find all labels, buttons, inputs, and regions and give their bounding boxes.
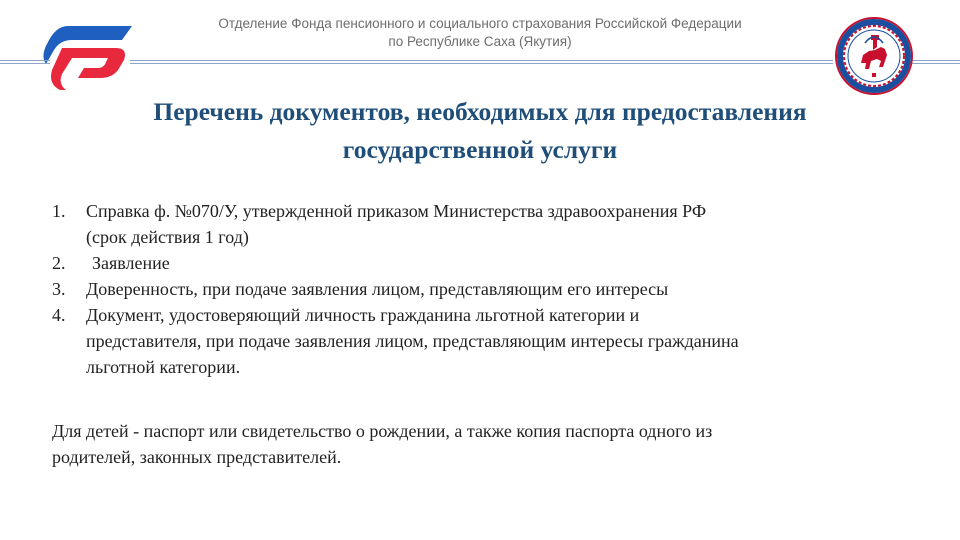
children-note-line2: родителей, законных представителей.: [52, 447, 342, 467]
header-rule-right: [912, 60, 960, 66]
list-item-text: Документ, удостоверяющий личность гражданина льготной категории и: [86, 305, 640, 325]
list-item-number: 4.: [52, 305, 66, 325]
header-rule: [130, 60, 833, 66]
list-item-text: Заявление: [92, 253, 170, 273]
organization-header: [180, 15, 780, 51]
children-note-line1: Для детей - паспорт или свидетельство о рождении, а также копия паспорта одного из: [52, 421, 713, 441]
list-item-text: (срок действия 1 год): [86, 227, 249, 247]
list-item: [52, 276, 932, 302]
list-item-text: льготной категории.: [86, 357, 241, 377]
list-item: [52, 250, 932, 276]
children-note: [52, 418, 932, 470]
list-item-number: 2.: [52, 253, 66, 273]
organization-name-line2: по Республике Саха (Якутия): [388, 34, 572, 49]
list-item-text: представителя, при подаче заявления лицом, представляющим интересы гражданина: [86, 331, 739, 351]
sakha-emblem-icon: [835, 17, 913, 95]
documents-list: [52, 198, 932, 380]
list-item-number: 1.: [52, 201, 66, 221]
page-title-line1: Перечень документов, необходимых для предоставления: [153, 97, 807, 126]
page-title: [40, 93, 920, 169]
list-item: [52, 302, 932, 380]
list-item: [52, 198, 932, 250]
page-title-line2: государственной услуги: [342, 135, 618, 164]
list-item-text: Доверенность, при подаче заявления лицом, представляющим его интересы: [86, 279, 669, 299]
organization-name-line1: Отделение Фонда пенсионного и социального страхования Российской Федерации: [218, 16, 742, 31]
list-item-text: Справка ф. №070/У, утвержденной приказом Министерства здравоохранения РФ: [86, 201, 707, 221]
header-rule-left: [0, 60, 50, 66]
list-item-number: 3.: [52, 279, 66, 299]
sfr-logo-icon: [38, 18, 136, 92]
